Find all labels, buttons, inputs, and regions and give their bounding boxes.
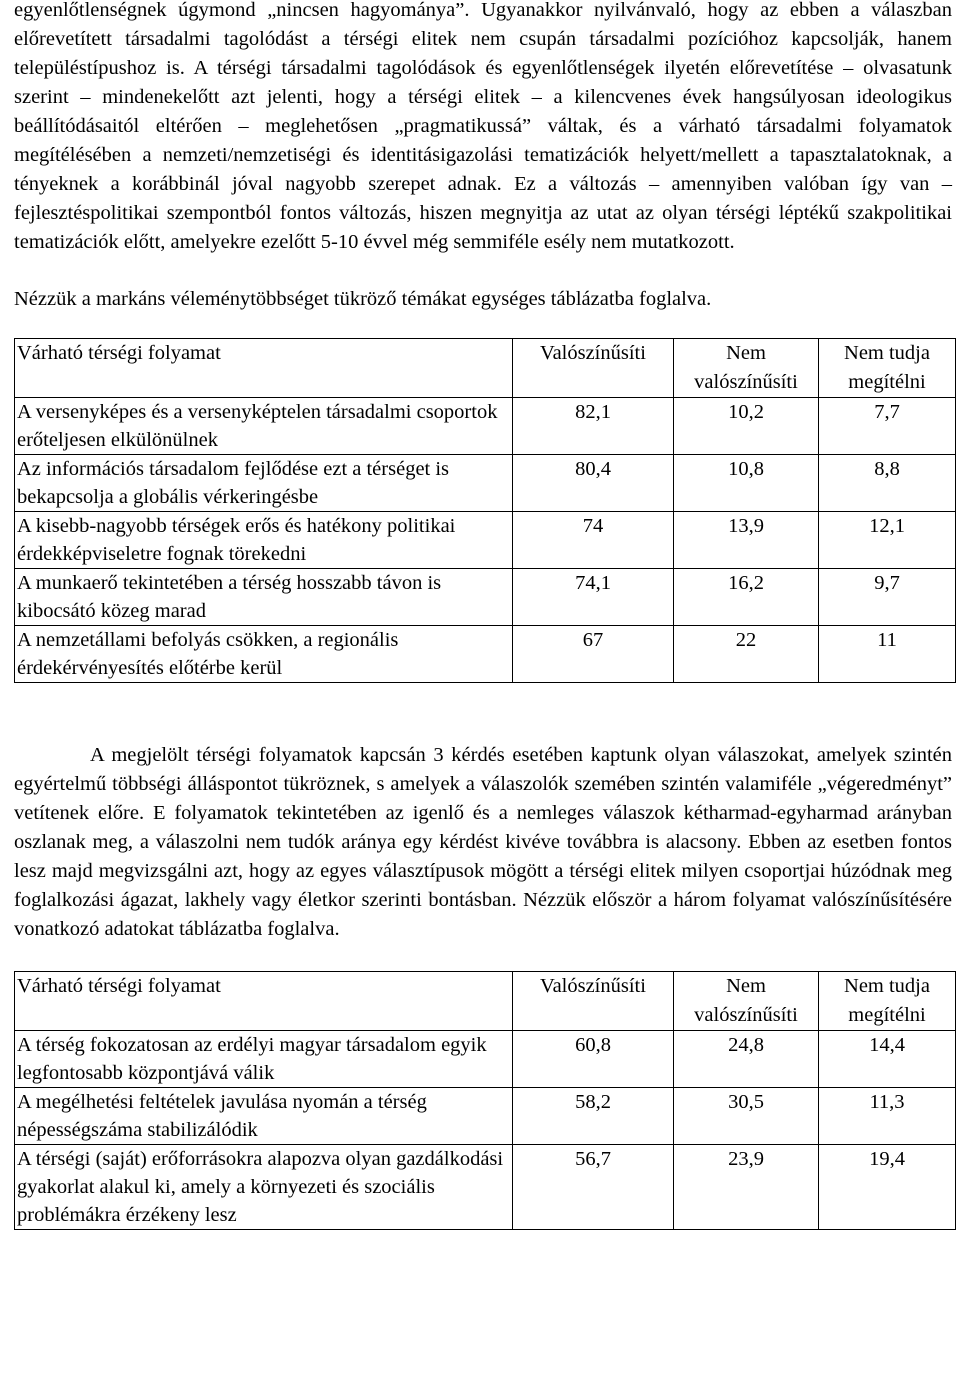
- table-1-header-likely: Valószínűsíti: [513, 339, 674, 398]
- table-cell-process: A térségi (saját) erőforrásokra alapozva olyan gazdálkodási gyakorlat alakul ki, amely a környezeti és szociális problémákra érzékeny lesz: [15, 1145, 513, 1230]
- table-cell-likely: 80,4: [513, 455, 674, 512]
- table-cell-unlikely: 10,8: [674, 455, 819, 512]
- table-cell-likely: 67: [513, 626, 674, 683]
- table-cell-process: A megélhetési feltételek javulása nyomán a térség népességszáma stabilizálódik: [15, 1088, 513, 1145]
- table-2-header-unlikely: Nem valószínűsíti: [674, 972, 819, 1031]
- table-cell-process: A nemzetállami befolyás csökken, a regionális érdekérvényesítés előtérbe kerül: [15, 626, 513, 683]
- table-cell-likely: 82,1: [513, 398, 674, 455]
- table-1-header-process: Várható térségi folyamat: [15, 339, 513, 398]
- intro-paragraph: egyenlőtlenségnek úgymond „nincsen hagyománya”. Ugyanakkor nyilvánvaló, hogy az ebben a válaszban előrevetített társadalmi tagolódást a térségi elitek nem csupán társadalmi pozícióhoz kapcsolják, hanem településtípushoz is. A térségi társadalmi tagolódások és egyenlőtlenségek ilyetén előrevetítése – olvasatunk szerint – mindenekelőtt azt jelenti, hogy a térségi elitek – a kilencvenes évek hangsúlyosan ideologikus beállítódásaitól eltérően – meglehetősen „pragmatikussá” váltak, és a várható társadalmi folyamatok megítélésében a nemzeti/nemzetiségi és identitásigazolási tematizációk helyett/mellett a tapasztalatoknak, a tényeknek a korábbinál jóval nagyobb szerepet adnak. Ez a változás – amennyiben valóban így van – fejlesztéspolitikai szempontból fontos változás, hiszen megnyitja az utat az olyan térségi léptékű szakpolitikai tematizációk előtt, amelyekre ezelőtt 5-10 évvel még semmiféle esély nem mutatkozott.: [14, 0, 952, 253]
- table-cell-unlikely: 23,9: [674, 1145, 819, 1230]
- document-page: [14, 0, 952, 1230]
- table-2: [14, 971, 956, 1230]
- table-cell-likely: 56,7: [513, 1145, 674, 1230]
- table-2-header-unknown: Nem tudja megítélni: [819, 972, 956, 1031]
- table-1-header-unknown: Nem tudja megítélni: [819, 339, 956, 398]
- table-1-header-unlikely: Nem valószínűsíti: [674, 339, 819, 398]
- table-cell-process: A munkaerő tekintetében a térség hosszabb távon is kibocsátó közeg marad: [15, 569, 513, 626]
- table-2-header-likely: Valószínűsíti: [513, 972, 674, 1031]
- table-cell-unknown: 11,3: [819, 1088, 956, 1145]
- table-cell-unlikely: 13,9: [674, 512, 819, 569]
- table-cell-likely: 74: [513, 512, 674, 569]
- table-cell-likely: 58,2: [513, 1088, 674, 1145]
- table-cell-unlikely: 22: [674, 626, 819, 683]
- table-row: [15, 1145, 956, 1230]
- table-cell-unknown: 7,7: [819, 398, 956, 455]
- spacer: [14, 683, 952, 741]
- table-cell-likely: 74,1: [513, 569, 674, 626]
- table-cell-unknown: 9,7: [819, 569, 956, 626]
- table-row: [15, 626, 956, 683]
- table-cell-process: A térség fokozatosan az erdélyi magyar társadalom egyik legfontosabb központjává válik: [15, 1031, 513, 1088]
- table-cell-likely: 60,8: [513, 1031, 674, 1088]
- table-row: [15, 1088, 956, 1145]
- table-cell-unlikely: 16,2: [674, 569, 819, 626]
- table-cell-unlikely: 10,2: [674, 398, 819, 455]
- table-cell-unlikely: 30,5: [674, 1088, 819, 1145]
- table-1: [14, 338, 956, 683]
- table-cell-unknown: 14,4: [819, 1031, 956, 1088]
- table-cell-unknown: 11: [819, 626, 956, 683]
- table-cell-unknown: 8,8: [819, 455, 956, 512]
- table-row: [15, 569, 956, 626]
- table-cell-process: A kisebb-nagyobb térségek erős és hatékony politikai érdekképviseletre fognak törekedni: [15, 512, 513, 569]
- middle-paragraph: A megjelölt térségi folyamatok kapcsán 3 kérdés esetében kaptunk olyan válaszokat, amelyek szintén egyértelmű többségi álláspontot tükröznek, s amelyek a válaszolók szemében szintén valamiféle „végeredményt” vetítenek előre. E folyamatok tekintetében az igenlő és a nemleges válaszok kétharmad-egyharmad arányban oszlanak meg, a válaszolni nem tudók aránya egy kérdést kivéve továbbra is alacsony. Ebben az esetben fontos lesz majd megvizsgálni azt, hogy az egyes választípusok mögött a térségi elitek milyen csoportjai húzódnak meg foglalkozási ágazat, lakhely vagy életkor szerinti bontásban. Nézzük először a három folyamat valószínűsítésére vonatkozó adatokat táblázatba foglalva.: [14, 744, 952, 940]
- table-row: [15, 455, 956, 512]
- table1-lead-paragraph: Nézzük a markáns véleménytöbbséget tükröző témákat egységes táblázatba foglalva.: [14, 288, 712, 310]
- table-row: [15, 512, 956, 569]
- table-row: [15, 1031, 956, 1088]
- table-cell-unknown: 12,1: [819, 512, 956, 569]
- table-cell-process: A versenyképes és a versenyképtelen társadalmi csoportok erőteljesen elkülönülnek: [15, 398, 513, 455]
- table-cell-process: Az információs társadalom fejlődése ezt a térséget is bekapcsolja a globális vérkeringésbe: [15, 455, 513, 512]
- table-2-header-row: [15, 972, 956, 1031]
- table-row: [15, 398, 956, 455]
- table-1-header-row: [15, 339, 956, 398]
- table-2-header-process: Várható térségi folyamat: [15, 972, 513, 1031]
- table-cell-unlikely: 24,8: [674, 1031, 819, 1088]
- table-cell-unknown: 19,4: [819, 1145, 956, 1230]
